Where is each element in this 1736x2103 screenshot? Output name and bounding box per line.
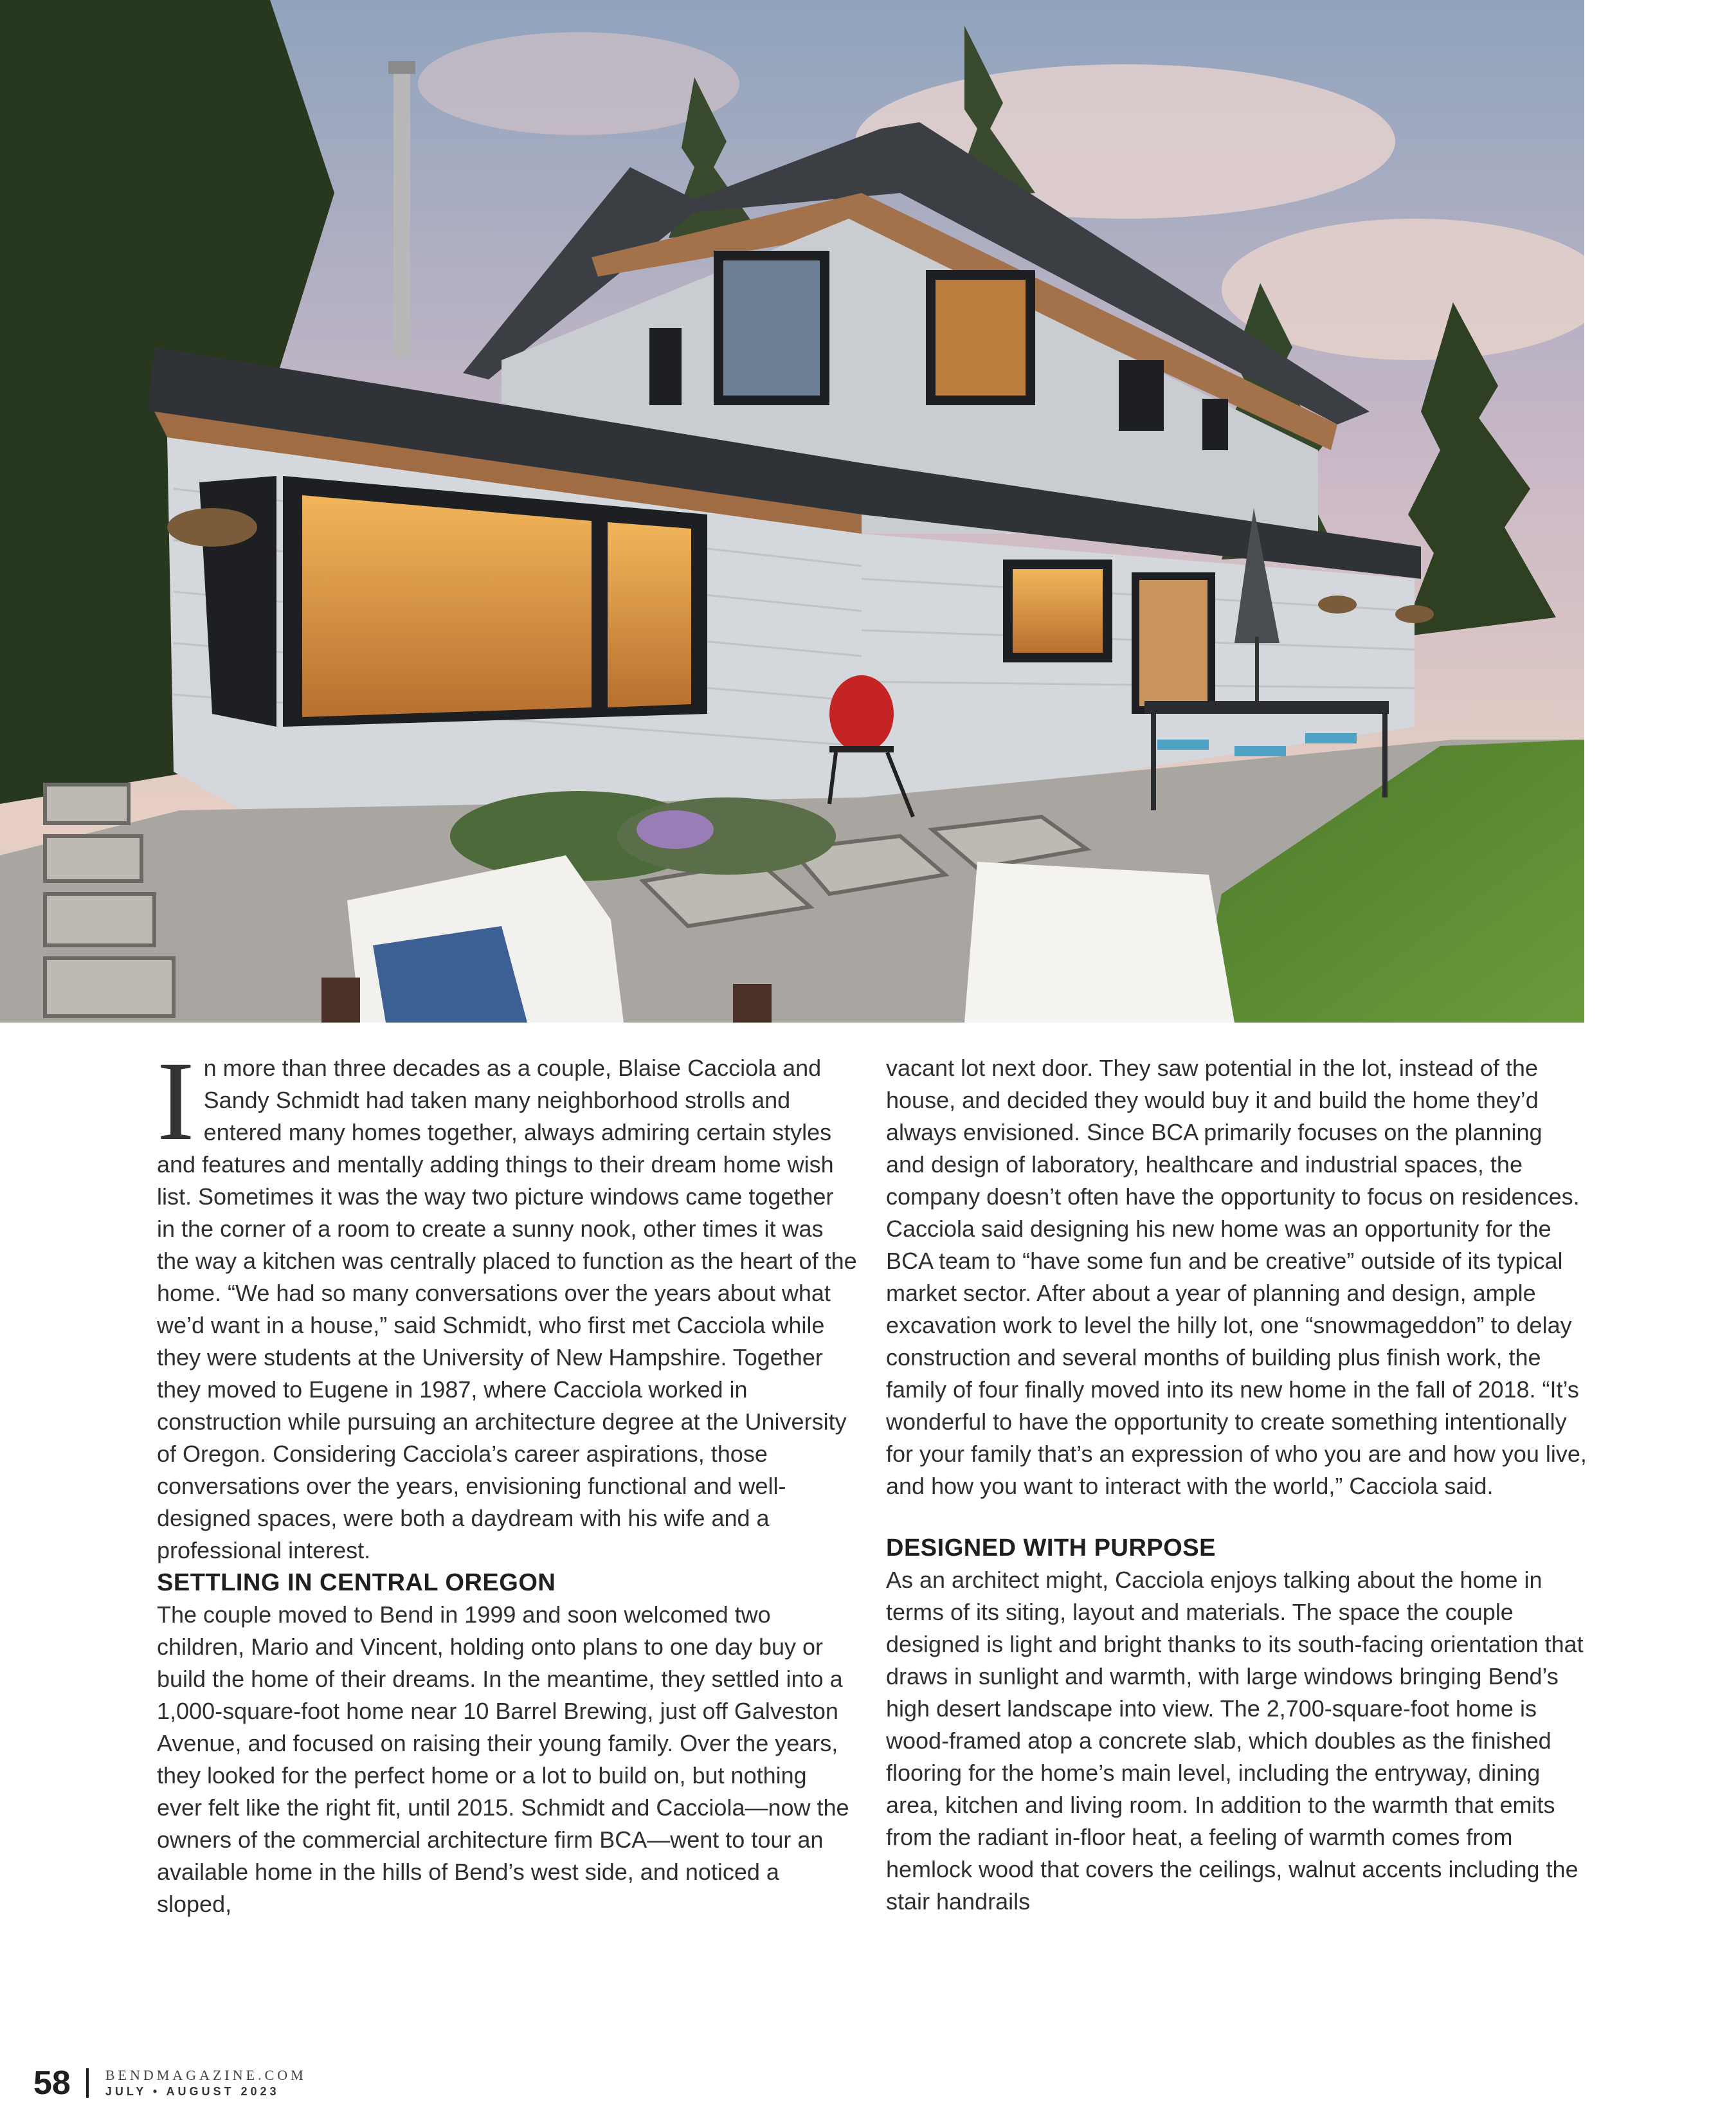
intro-paragraph bbox=[157, 1039, 858, 1567]
drop-cap: I bbox=[157, 1039, 195, 1164]
vacant-lot-paragraph: vacant lot next door. They saw potential in the lot, instead of the house, and decided they would buy it and build the home they’d always envisioned. Since BCA primarily focuses on the planning and design of laboratory, healthcare and industrial spaces, the company doesn’t often have the opportunity to focus on residences. Cacciola said designing his new home was an opportunity for the BCA team to “have some fun and be creative” outside of its typical market sector. After about a year of planning and design, ample excavation work to level the hilly lot, one “snowmageddon” to delay construction and several months of building plus finish work, the family of four finally moved into its new home in the fall of 2018. “It’s wonderful to have the opportunity to create something intentionally for your family that’s an expression of who you are and how you live, and how you want to interact with the world,” Cacciola said. bbox=[886, 1055, 1587, 1499]
footer-meta bbox=[105, 2067, 307, 2099]
house-exterior-photo bbox=[0, 0, 1584, 1023]
house-photo-illustration bbox=[0, 0, 1584, 1023]
section-heading-settling: SETTLING IN CENTRAL OREGON bbox=[157, 1569, 556, 1596]
page-number: 58 bbox=[33, 2064, 71, 2102]
intro-text: n more than three decades as a couple, Blaise Cacciola and Sandy Schmidt had taken many neighborhood strolls and entered many homes together, always admiring certain styles and features and mentally adding things to their dream home wish list. Sometimes it was the way two picture windows came together in the corner of a room to create a sunny nook, other times it was the way a kitchen was centrally placed to function as the heart of the home. “We had so many conversations over the years about what we’d want in a house,” said Schmidt, who first met Cacciola while they were students at the University of New Hampshire. Together they moved to Eugene in 1987, where Cacciola worked in construction while pursuing an architecture degree at the University of Oregon. Considering Cacciola’s career aspirations, those conversations over the years, envisioning functional and well-designed spaces, were both a daydream with his wife and a professional interest. bbox=[157, 1055, 857, 1563]
footer-divider bbox=[86, 2068, 89, 2098]
magazine-site: BENDMAGAZINE.COM bbox=[105, 2067, 307, 2083]
page-footer bbox=[33, 2063, 307, 2103]
article-column-left bbox=[157, 1039, 858, 1920]
section-heading-designed: DESIGNED WITH PURPOSE bbox=[886, 1534, 1216, 1561]
article-column-right bbox=[886, 1052, 1587, 1918]
settling-paragraph: The couple moved to Bend in 1999 and soon welcomed two children, Mario and Vincent, holding onto plans to one day buy or build the home of their dreams. In the meantime, they settled into a 1,000-square-foot home near 10 Barrel Brewing, just off Galveston Avenue, and focused on raising their young family. Over the years, they looked for the perfect home or a lot to build on, but nothing ever felt like the right fit, until 2015. Schmidt and Cacciola—now the owners of the commercial architecture firm BCA—went to tour an available home in the hills of Bend’s west side, and noticed a sloped, bbox=[157, 1601, 849, 1917]
issue-date: JULY • AUGUST 2023 bbox=[105, 2085, 280, 2098]
designed-paragraph: As an architect might, Cacciola enjoys talking about the home in terms of its siting, layout and materials. The space the couple designed is light and bright thanks to its south-facing orientation that draws in sunlight and warmth, with large windows bringing Bend’s high desert landscape into view. The 2,700-square-foot home is wood-framed atop a concrete slab, which doubles as the finished flooring for the home’s main level, including the entryway, dining area, kitchen and living room. In addition to the warmth that emits from the radiant in-floor heat, a feeling of warmth comes from hemlock wood that covers the ceilings, walnut accents including the stair handrails bbox=[886, 1567, 1584, 1915]
